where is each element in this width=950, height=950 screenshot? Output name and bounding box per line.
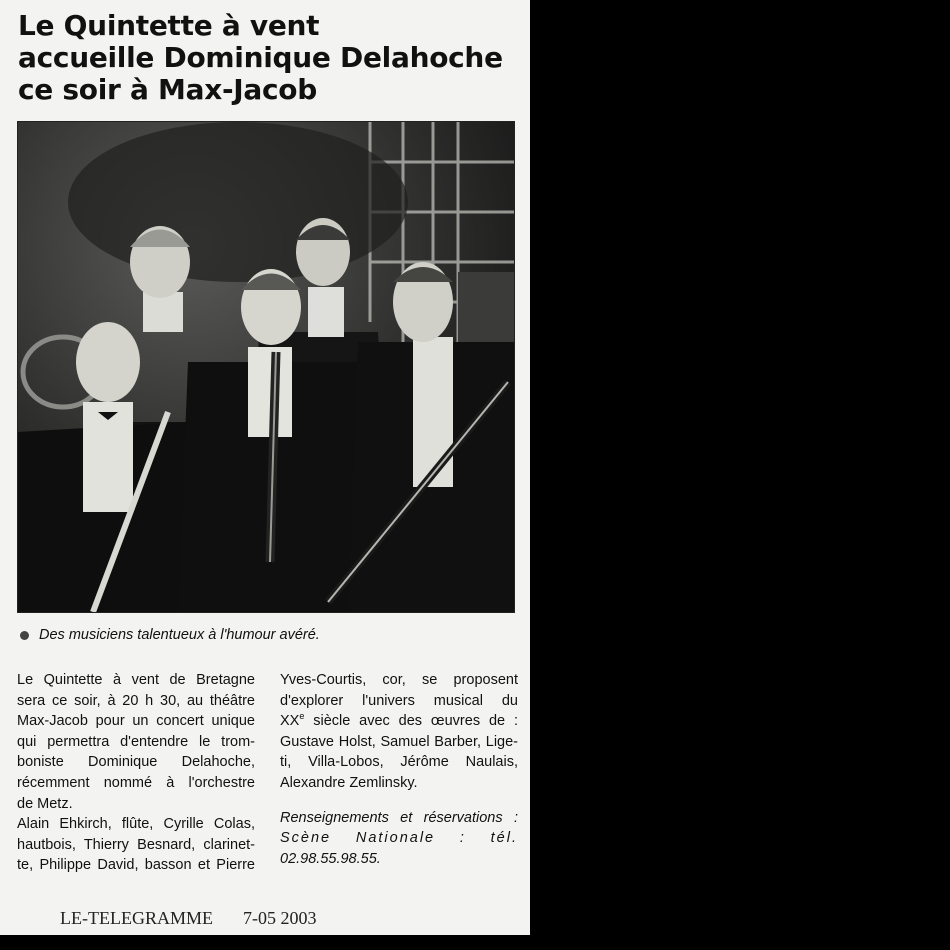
headline-line: accueille Dominique Delahoche (18, 41, 503, 74)
text-line: Alexandre Zemlinsky. (280, 774, 418, 791)
clipping-source (60, 908, 316, 929)
text-line-rest: siècle avec des œuvres de : (304, 713, 518, 730)
text-line: Alain Ehkirch, flûte, Cyrille Colas, (17, 816, 255, 833)
venue-name: Scène Nationale : (280, 830, 466, 847)
newspaper-name: LE-TELEGRAMME (60, 908, 213, 928)
headline-line: Le Quintette à vent (18, 9, 320, 42)
headline-line: ce soir à Max-Jacob (18, 73, 317, 106)
text-line (280, 828, 518, 849)
text-line: Max-Jacob pour un concert unique (17, 713, 255, 730)
text-line: boniste Dominique Delahoche, (17, 754, 255, 771)
text-line: Gustave Holst, Samuel Barber, Lige- (280, 733, 518, 750)
text-line: d'explorer l'univers musical du (280, 692, 518, 709)
article-paragraph (17, 670, 255, 814)
ordinal-superscript: e (299, 711, 305, 722)
century-numeral: XX (280, 713, 300, 730)
text-line: ti, Villa-Lobos, Jérôme Naulais, (280, 754, 518, 771)
caption-text: Des musiciens talentueux à l'humour avéré. (39, 627, 320, 643)
reservation-info (280, 808, 518, 870)
article-paragraph (17, 814, 255, 876)
article-headline (18, 10, 518, 106)
clipping-date: 7-05 2003 (242, 908, 317, 928)
text-line: Yves-Courtis, cor, se proposent (280, 672, 518, 688)
text-line: récemment nommé à l'orchestre (17, 774, 255, 791)
text-line-with-superscript (280, 711, 518, 732)
quintet-photo (17, 121, 515, 613)
photo-caption (18, 627, 518, 643)
phone-label: tél. (490, 830, 518, 847)
text-line: hautbois, Thierry Besnard, clarinet- (17, 836, 255, 853)
quintet-photo-illustration (18, 122, 514, 612)
text-line: de Metz. (17, 795, 73, 812)
article-column-2 (280, 670, 518, 869)
article-column-1 (17, 670, 255, 876)
text-line: sera ce soir, à 20 h 30, au théâtre (17, 692, 255, 709)
bullet-icon (20, 631, 29, 640)
text-line: te, Philippe David, basson et Pierre (17, 857, 255, 874)
article-paragraph (280, 670, 518, 794)
text-line: Renseignements et réservations : (280, 809, 518, 826)
phone-number: 02.98.55.98.55. (280, 850, 381, 867)
scan-border (0, 935, 950, 950)
text-line: qui permettra d'entendre le trom- (17, 733, 255, 750)
text-line: Le Quintette à vent de Bretagne (17, 672, 255, 688)
